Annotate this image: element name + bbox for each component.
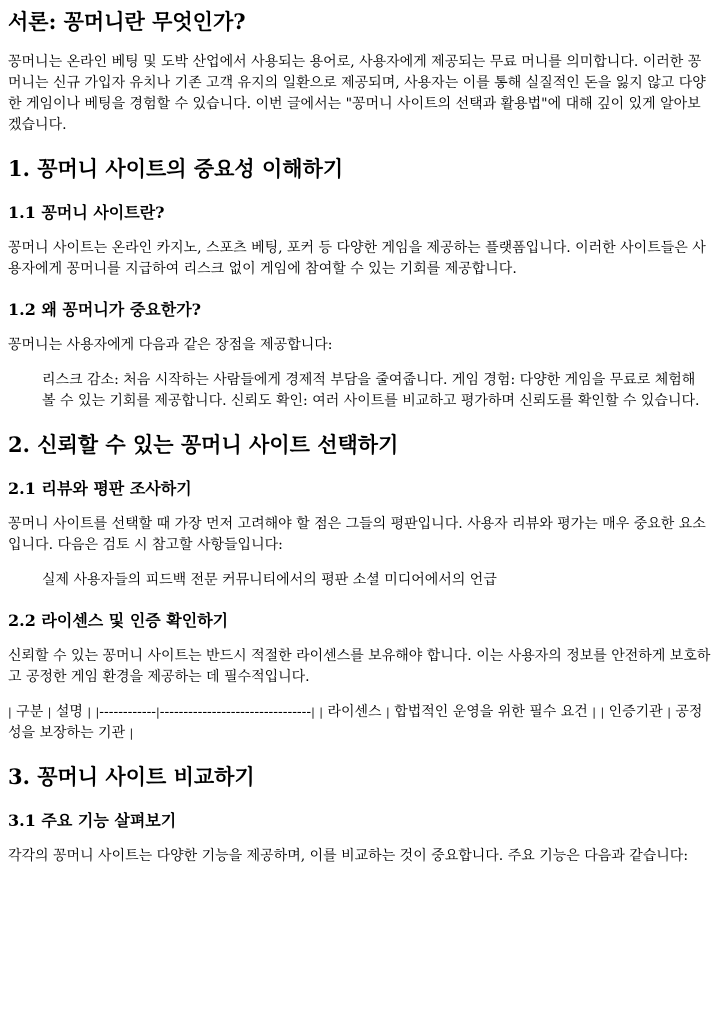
section-3-1-heading: 3.1 주요 기능 살펴보기 — [8, 811, 177, 830]
table-header-col1: 구분 — [16, 704, 44, 720]
section-2-2-heading: 2.2 라이센스 및 인증 확인하기 — [8, 611, 229, 630]
section-1-2-heading: 1.2 왜 꽁머니가 중요한가? — [8, 300, 202, 319]
pipe-separator: | — [311, 706, 315, 719]
section-2-2-paragraph: 신뢰할 수 있는 꽁머니 사이트는 반드시 적절한 라이센스를 보유해야 합니다. 이는 사용자의 정보를 안전하게 보호하고 공정한 게임 환경을 제공하는 데 필수적입니다. — [8, 648, 711, 685]
intro-paragraph: 꽁머니는 온라인 베팅 및 도박 산업에서 사용되는 용어로, 사용자에게 제공되는 무료 머니를 의미합니다. 이러한 꽁머니는 신규 가입자 유치나 기존 고객 유지의 일환으로 제공되며, 사용자는 이를 통해 실질적인 돈을 잃지 않고 다양한 게임이나 베팅을 경험할 수 있습니다. 이번 글에서는 "꽁머니 사이트의 선택과 활용법"에 대해 깊이 있게 알아보겠습니다. — [8, 54, 706, 133]
pipe-separator: | — [129, 727, 134, 740]
table-row1-col1: 라이센스 — [327, 704, 382, 720]
table-header-col2: 설명 — [55, 704, 83, 720]
section-1-heading: 1. 꽁머니 사이트의 중요성 이해하기 — [8, 156, 344, 181]
section-2-1-heading: 2.1 리뷰와 평판 조사하기 — [8, 479, 192, 498]
table-row2-col2: 공정성을 보장하는 기관 — [8, 704, 703, 741]
table-separator-col2: -------------------------------- — [159, 704, 312, 720]
section-1-2-paragraph: 꽁머니는 사용자에게 다음과 같은 장점을 제공합니다: — [8, 337, 333, 353]
pipe-separator: | — [47, 706, 52, 719]
pipe-separator: | — [8, 706, 12, 719]
section-2-heading: 2. 신뢰할 수 있는 꽁머니 사이트 선택하기 — [8, 432, 399, 457]
page-title: 서론: 꽁머니란 무엇인가? — [8, 9, 246, 34]
raw-table-text — [8, 702, 712, 744]
table-separator-col1: ------------ — [99, 704, 157, 720]
pipe-separator: | — [87, 706, 92, 719]
pipe-separator: | — [600, 706, 605, 719]
section-1-1-heading: 1.1 꽁머니 사이트란? — [8, 203, 165, 222]
pipe-separator: | — [156, 706, 160, 719]
section-2-1-quote: 실제 사용자들의 피드백 전문 커뮤니티에서의 평판 소셜 미디어에서의 언급 — [42, 572, 497, 588]
pipe-separator: | — [386, 706, 390, 719]
section-3-heading: 3. 꽁머니 사이트 비교하기 — [8, 764, 255, 789]
pipe-separator: | — [592, 706, 596, 719]
pipe-separator: | — [319, 706, 324, 719]
table-row2-col1: 인증기관 — [608, 704, 663, 720]
section-1-1-paragraph: 꽁머니 사이트는 온라인 카지노, 스포츠 베팅, 포커 등 다양한 게임을 제공하는 플랫폼입니다. 이러한 사이트들은 사용자에게 꽁머니를 지급하여 리스크 없이 게임에 참여할 수 있는 기회를 제공합니다. — [8, 240, 706, 277]
section-3-1-paragraph: 각각의 꽁머니 사이트는 다양한 기능을 제공하며, 이를 비교하는 것이 중요합니다. 주요 기능은 다음과 같습니다: — [8, 848, 689, 864]
section-1-2-quote: 리스크 감소: 처음 시작하는 사람들에게 경제적 부담을 줄여줍니다. 게임 경험: 다양한 게임을 무료로 체험해 볼 수 있는 기회를 제공합니다. 신뢰도 확인: 여러 사이트를 비교하고 평가하며 신뢰도를 확인할 수 있습니다. — [42, 372, 700, 409]
table-row1-col2: 합법적인 운영을 위한 필수 요건 — [394, 704, 588, 720]
section-2-1-paragraph: 꽁머니 사이트를 선택할 때 가장 먼저 고려해야 할 점은 그들의 평판입니다. 사용자 리뷰와 평가는 매우 중요한 요소입니다. 다음은 검토 시 참고할 사항들입니다: — [8, 516, 706, 553]
pipe-separator: | — [667, 706, 671, 719]
pipe-separator: | — [95, 706, 100, 719]
article — [0, 8, 720, 867]
